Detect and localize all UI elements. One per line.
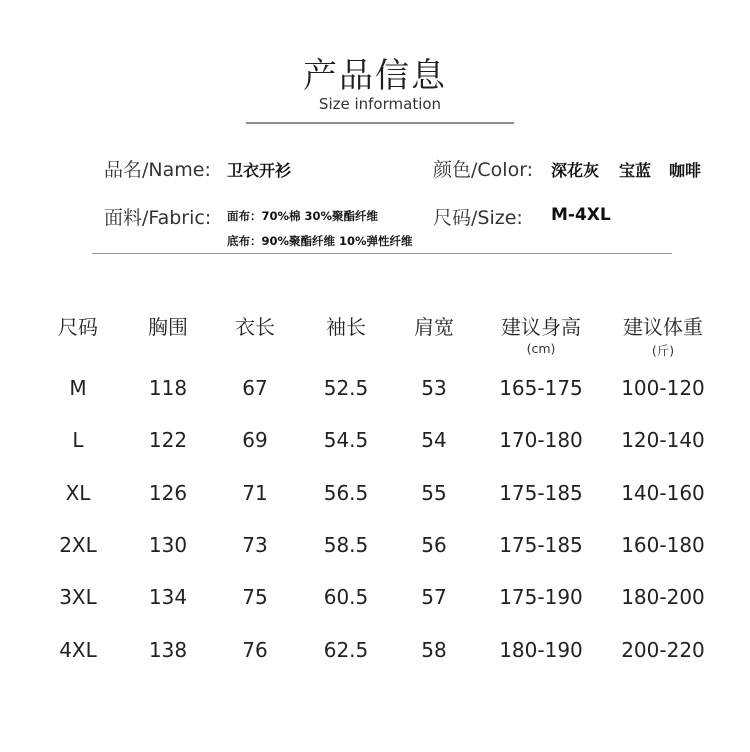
cell-height: 165-175 — [499, 376, 583, 400]
page-title: 产品信息 — [303, 56, 447, 96]
size-label: 尺码/Size: — [433, 207, 523, 229]
cell-height: 175-185 — [499, 532, 583, 557]
color-label: 颜色/Color: — [433, 159, 534, 181]
page-subtitle: Size information — [318, 95, 442, 113]
cell-shoulder: 54 — [421, 428, 447, 453]
size-value: M-4XL — [551, 205, 611, 225]
cell-weight: 160-180 — [621, 532, 705, 557]
cell-weight: 180-200 — [621, 585, 705, 610]
name-value: 卫衣开衫 — [227, 161, 292, 180]
cell-sleeve: 52.5 — [323, 376, 369, 400]
info-divider — [92, 253, 672, 254]
header-weight: 建议体重 — [623, 315, 703, 339]
cell-sleeve: 58.5 — [323, 532, 369, 557]
header-height: 建议身高 — [501, 315, 581, 339]
fabric-label: 面料/Fabric: — [104, 207, 212, 229]
cell-length: 69 — [242, 428, 268, 453]
cell-chest: 126 — [148, 480, 188, 505]
cell-shoulder: 56 — [421, 532, 447, 557]
cell-height: 180-190 — [499, 637, 583, 662]
cell-chest: 134 — [148, 585, 188, 610]
cell-chest: 122 — [148, 428, 188, 453]
cell-size: 2XL — [59, 532, 97, 557]
cell-height: 175-185 — [499, 480, 583, 505]
header-length: 衣长 — [235, 315, 275, 339]
cell-shoulder: 58 — [421, 637, 447, 662]
cell-sleeve: 56.5 — [323, 480, 369, 505]
cell-size: M — [69, 376, 87, 400]
name-label: 品名/Name: — [104, 159, 211, 181]
cell-length: 75 — [242, 585, 268, 610]
cell-size: 3XL — [59, 585, 97, 610]
header-sleeve: 袖长 — [326, 315, 366, 339]
cell-shoulder: 53 — [421, 376, 447, 400]
cell-size: L — [72, 428, 84, 453]
title-divider — [246, 122, 514, 124]
cell-sleeve: 62.5 — [323, 637, 369, 662]
cell-shoulder: 57 — [421, 585, 447, 610]
cell-chest: 130 — [148, 532, 188, 557]
cell-sleeve: 60.5 — [323, 585, 369, 610]
cell-chest: 138 — [148, 637, 188, 662]
cell-length: 67 — [242, 376, 268, 400]
unit-height: (cm) — [526, 341, 556, 356]
cell-size: XL — [65, 480, 91, 505]
cell-weight: 140-160 — [621, 480, 705, 505]
fabric-line-lining: 底布：90%聚酯纤维 10%弹性纤维 — [227, 234, 413, 248]
header-shoulder: 肩宽 — [414, 315, 454, 339]
header-chest: 胸围 — [148, 315, 188, 339]
cell-height: 175-190 — [499, 585, 583, 610]
unit-weight: (斤) — [651, 343, 675, 358]
cell-weight: 200-220 — [621, 637, 705, 662]
cell-weight: 120-140 — [621, 428, 705, 453]
cell-size: 4XL — [59, 637, 97, 662]
color-value-3: 咖啡 — [669, 161, 702, 180]
cell-length: 76 — [242, 637, 268, 662]
header-size: 尺码 — [58, 315, 98, 339]
cell-length: 73 — [242, 532, 268, 557]
cell-shoulder: 55 — [421, 480, 447, 505]
cell-length: 71 — [242, 480, 268, 505]
cell-weight: 100-120 — [621, 376, 705, 400]
color-value-1: 深花灰 — [551, 161, 600, 180]
cell-height: 170-180 — [499, 428, 583, 453]
cell-sleeve: 54.5 — [323, 428, 369, 453]
fabric-line-outer: 面布：70%棉 30%聚酯纤维 — [227, 209, 379, 223]
cell-chest: 118 — [148, 376, 188, 400]
color-value-2: 宝蓝 — [619, 161, 652, 180]
